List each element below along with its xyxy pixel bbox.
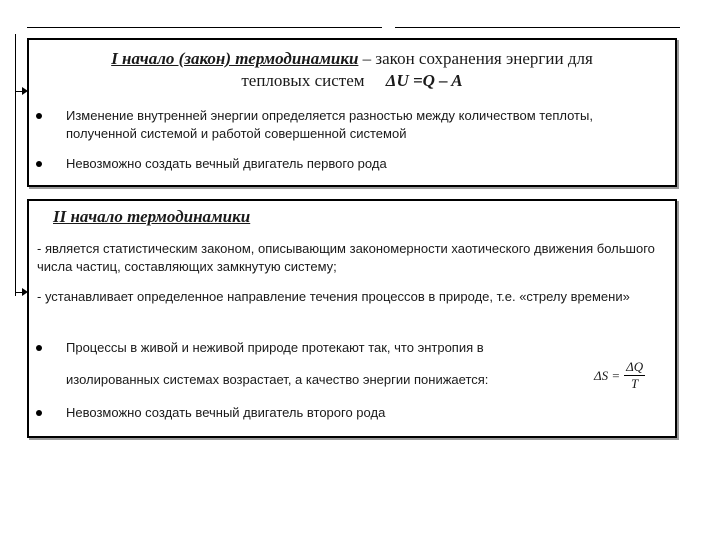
first-law-title (37, 48, 667, 92)
top-rule-right (395, 27, 680, 28)
first-law-bullet-1 (66, 107, 666, 143)
arrow-to-law2 (15, 292, 24, 293)
top-rule-left (27, 27, 382, 28)
first-law-bullet-2-text: Невозможно создать вечный двигатель первого рода (66, 156, 387, 171)
first-law-title-rest: – закон сохранения энергии для (358, 49, 593, 68)
first-law-formula: ΔU =Q – A (385, 71, 463, 90)
arrow-to-law1 (15, 91, 24, 92)
bullet-dot (36, 345, 42, 351)
entropy-fraction-numerator: ΔQ (626, 359, 644, 374)
entropy-formula-lhs: ΔS = (594, 367, 621, 383)
first-law-bullet-1-text: Изменение внутренней энергии определяется разностью между количеством теплоты, полученной системой и работой совершенной системой (66, 108, 593, 141)
bullet-dot (36, 161, 42, 167)
first-law-bullet-2 (66, 155, 666, 173)
second-law-bullet-2-text: Невозможно создать вечный двигатель второго рода (66, 405, 386, 420)
second-law-bullet-1-part2: изолированных системах возрастает, а качество энергии понижается: (66, 372, 489, 387)
entropy-fraction-denominator: T (631, 376, 639, 391)
second-law-bullet-2 (66, 404, 666, 422)
second-law-title: II начало термодинамики (53, 207, 251, 226)
second-law-line-1: - является статистическим законом, описывающим закономерности хаотического движения большого числа частиц, составляющих замкнутую систему; (37, 241, 655, 274)
connector-line (15, 34, 16, 296)
bullet-dot (36, 410, 42, 416)
second-law-bullet-1-part1: Процессы в живой и неживой природе протекают так, что энтропия в (66, 340, 484, 355)
entropy-formula (594, 359, 645, 392)
first-law-box (27, 38, 677, 187)
first-law-title-italic: I начало (закон) термодинамики (111, 49, 359, 68)
bullet-dot (36, 113, 42, 119)
second-law-bullet-1-cont (66, 371, 586, 389)
entropy-fraction (624, 359, 645, 392)
first-law-title-line2: тепловых систем (241, 71, 365, 90)
second-law-line-2: - устанавливает определенное направление течения процессов в природе, т.е. «стрелу времени» (37, 289, 630, 304)
second-law-bullet-1 (66, 339, 666, 357)
second-law-box (27, 199, 677, 438)
